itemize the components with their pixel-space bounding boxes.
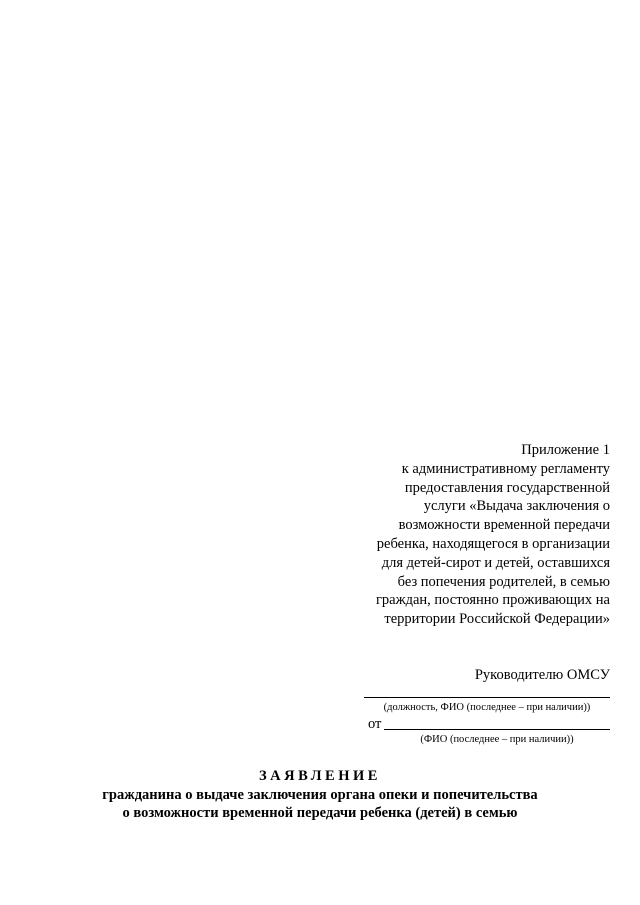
appendix-block bbox=[310, 441, 610, 629]
statement-subtitle bbox=[0, 786, 640, 822]
position-fill-line bbox=[364, 697, 610, 698]
fio-fill-line bbox=[384, 729, 610, 730]
appendix-line: территории Российской Федерации» bbox=[384, 611, 610, 628]
position-caption: (должность, ФИО (последнее – при наличии)) bbox=[383, 702, 591, 713]
appendix-line: граждан, постоянно проживающих на bbox=[375, 592, 610, 609]
statement-title: ЗАЯВЛЕНИЕ bbox=[259, 768, 381, 784]
addressee-to: Руководителю ОМСУ bbox=[474, 667, 610, 683]
from-label: от bbox=[368, 716, 382, 732]
appendix-line: к административному регламенту bbox=[401, 460, 610, 477]
appendix-line: без попечения родителей, в семью bbox=[397, 573, 610, 590]
appendix-line: Приложение 1 bbox=[521, 442, 610, 458]
subtitle-line: о возможности временной передачи ребенка (детей) в семью bbox=[122, 805, 518, 821]
appendix-line: предоставления государственной bbox=[404, 479, 610, 496]
subtitle-line: гражданина о выдаче заключения органа опеки и попечительства bbox=[102, 787, 538, 803]
appendix-line: возможности временной передачи bbox=[398, 517, 610, 534]
appendix-line: услуги «Выдача заключения о bbox=[423, 498, 610, 515]
appendix-line: для детей-сирот и детей, оставшихся bbox=[381, 554, 610, 571]
fio-caption: (ФИО (последнее – при наличии)) bbox=[420, 734, 574, 745]
appendix-line: ребенка, находящегося в организации bbox=[376, 535, 610, 552]
